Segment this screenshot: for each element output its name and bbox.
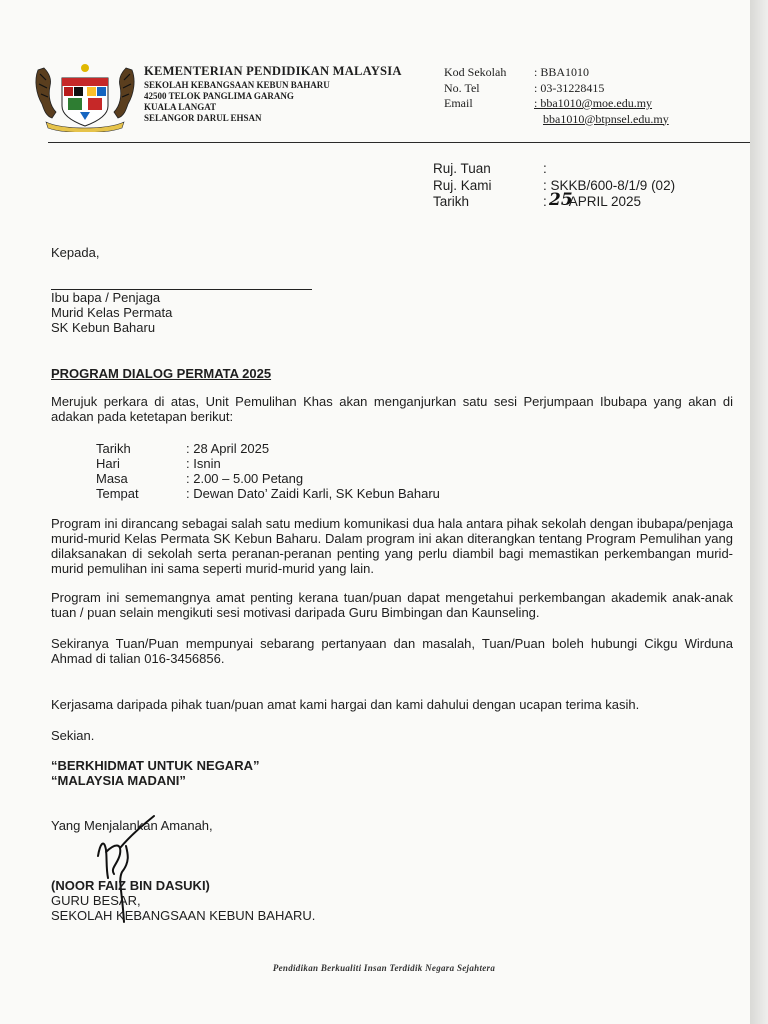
intro-paragraph: Merujuk perkara di atas, Unit Pemulihan Khas akan menganjurkan satu sesi Perjumpaan Ibubapa yang akan di adakan pada ketetapan berikut: bbox=[51, 394, 733, 424]
handwritten-day: 25 bbox=[549, 190, 573, 210]
recipient-line-1: Ibu bapa / Penjaga bbox=[51, 290, 161, 305]
address-line-3: SELANGOR DARUL EHSAN bbox=[144, 113, 262, 123]
paragraph-1: Program ini dirancang sebagai salah satu medium komunikasi dua hala antara pihak sekolah dengan ibubapa/penjaga murid-murid Kelas Permata SK Kebun Baharu. Dalam program ini akan diterangkan tentang Program Pemulihan yang dilaksanakan di sekolah serta peranan-peranan penting yang perlu diambil bagi memastikan perkembangan murid-murid pemulihan ini sama seperti murid-murid yang lain. bbox=[51, 516, 733, 576]
school-name: SEKOLAH KEBANGSAAN KEBUN BAHARU bbox=[144, 80, 330, 90]
contact-value: : BBA1010 bbox=[534, 65, 590, 79]
ref-label: Ruj. Kami bbox=[433, 177, 492, 193]
reference-block bbox=[433, 161, 675, 211]
signatory-school: SEKOLAH KEBANGSAAN KEBUN BAHARU. bbox=[51, 908, 316, 923]
paragraph-2: Program ini sememangnya amat penting kerana tuan/puan dapat mengetahui perkembangan akademik anak-anak tuan / puan selain mengikuti sesi motivasi daripada Guru Bimbingan dan Kaunseling. bbox=[51, 590, 733, 620]
detail-row bbox=[96, 441, 440, 456]
page-edge bbox=[750, 0, 768, 1024]
ref-colon: : bbox=[543, 194, 547, 209]
detail-row bbox=[96, 456, 440, 471]
ref-label: Tarikh bbox=[433, 194, 470, 209]
ref-date-month-year: APRIL 2025 bbox=[568, 194, 642, 209]
contact-label: Email bbox=[444, 96, 473, 110]
contact-row bbox=[444, 96, 669, 112]
ref-label: Ruj. Tuan bbox=[433, 161, 491, 176]
ref-date-value bbox=[543, 190, 642, 211]
contact-row bbox=[444, 65, 669, 81]
detail-label: Tarikh bbox=[96, 441, 131, 456]
recipient-line-3: SK Kebun Baharu bbox=[51, 320, 156, 335]
detail-value: : 28 April 2025 bbox=[186, 441, 270, 456]
detail-label: Hari bbox=[96, 456, 120, 471]
detail-row bbox=[96, 486, 440, 501]
ref-row-tarikh bbox=[433, 190, 675, 211]
letterhead-divider bbox=[48, 142, 750, 143]
motto-line-2: “MALAYSIA MADANI” bbox=[51, 773, 186, 788]
school-address bbox=[144, 80, 330, 124]
paragraph-4: Kerjasama daripada pihak tuan/puan amat kami hargai dan kami dahului dengan ucapan terima kasih. bbox=[51, 697, 640, 712]
contact-value: : 03-31228415 bbox=[534, 80, 605, 95]
recipient-line-2: Murid Kelas Permata bbox=[51, 305, 173, 320]
ref-value: : bbox=[543, 161, 547, 176]
ministry-name: KEMENTERIAN PENDIDIKAN MALAYSIA bbox=[144, 64, 402, 78]
signatory-name: (NOOR FAIZ BIN DASUKI) bbox=[51, 878, 210, 893]
salutation: Kepada, bbox=[51, 245, 100, 260]
recipient-block bbox=[51, 290, 172, 335]
school-contact-block bbox=[444, 65, 669, 127]
email-link-moe[interactable]: : bba1010@moe.edu.my bbox=[534, 96, 653, 110]
contact-row bbox=[444, 112, 669, 128]
coat-of-arms-logo bbox=[32, 60, 138, 132]
motto-line-1: “BERKHIDMAT UNTUK NEGARA” bbox=[51, 758, 260, 773]
sign-off: Yang Menjalankan Amanah, bbox=[51, 818, 213, 833]
detail-row bbox=[96, 471, 440, 486]
contact-row bbox=[444, 81, 669, 97]
paragraph-3: Sekiranya Tuan/Puan mempunyai sebarang pertanyaan dan masalah, Tuan/Puan boleh hubungi Cikgu Wirduna Ahmad di talian 016-3456856. bbox=[51, 636, 733, 666]
ref-row-ruj-tuan bbox=[433, 161, 675, 178]
closing: Sekian. bbox=[51, 728, 95, 743]
detail-label: Tempat bbox=[96, 486, 139, 501]
contact-label bbox=[444, 112, 534, 128]
ref-value: : SKKB/600-8/1/9 (02) bbox=[543, 177, 676, 193]
footer-motto: Pendidikan Berkualiti Insan Terdidik Negara Sejahtera bbox=[272, 963, 496, 973]
contact-label: No. Tel bbox=[444, 80, 480, 95]
contact-label: Kod Sekolah bbox=[444, 65, 507, 79]
detail-value: : 2.00 – 5.00 Petang bbox=[186, 471, 304, 486]
event-details bbox=[96, 441, 440, 501]
email-link-btpnsel[interactable]: bba1010@btpnsel.edu.my bbox=[543, 111, 669, 126]
signatory-title: GURU BESAR, bbox=[51, 893, 141, 908]
detail-value: : Isnin bbox=[186, 456, 221, 471]
address-line-2: KUALA LANGAT bbox=[144, 102, 217, 112]
letter-subject: PROGRAM DIALOG PERMATA 2025 bbox=[51, 366, 272, 381]
detail-value: : Dewan Dato’ Zaidi Karli, SK Kebun Baharu bbox=[186, 486, 440, 501]
detail-label: Masa bbox=[96, 471, 128, 486]
address-line-1: 42500 TELOK PANGLIMA GARANG bbox=[144, 91, 294, 101]
